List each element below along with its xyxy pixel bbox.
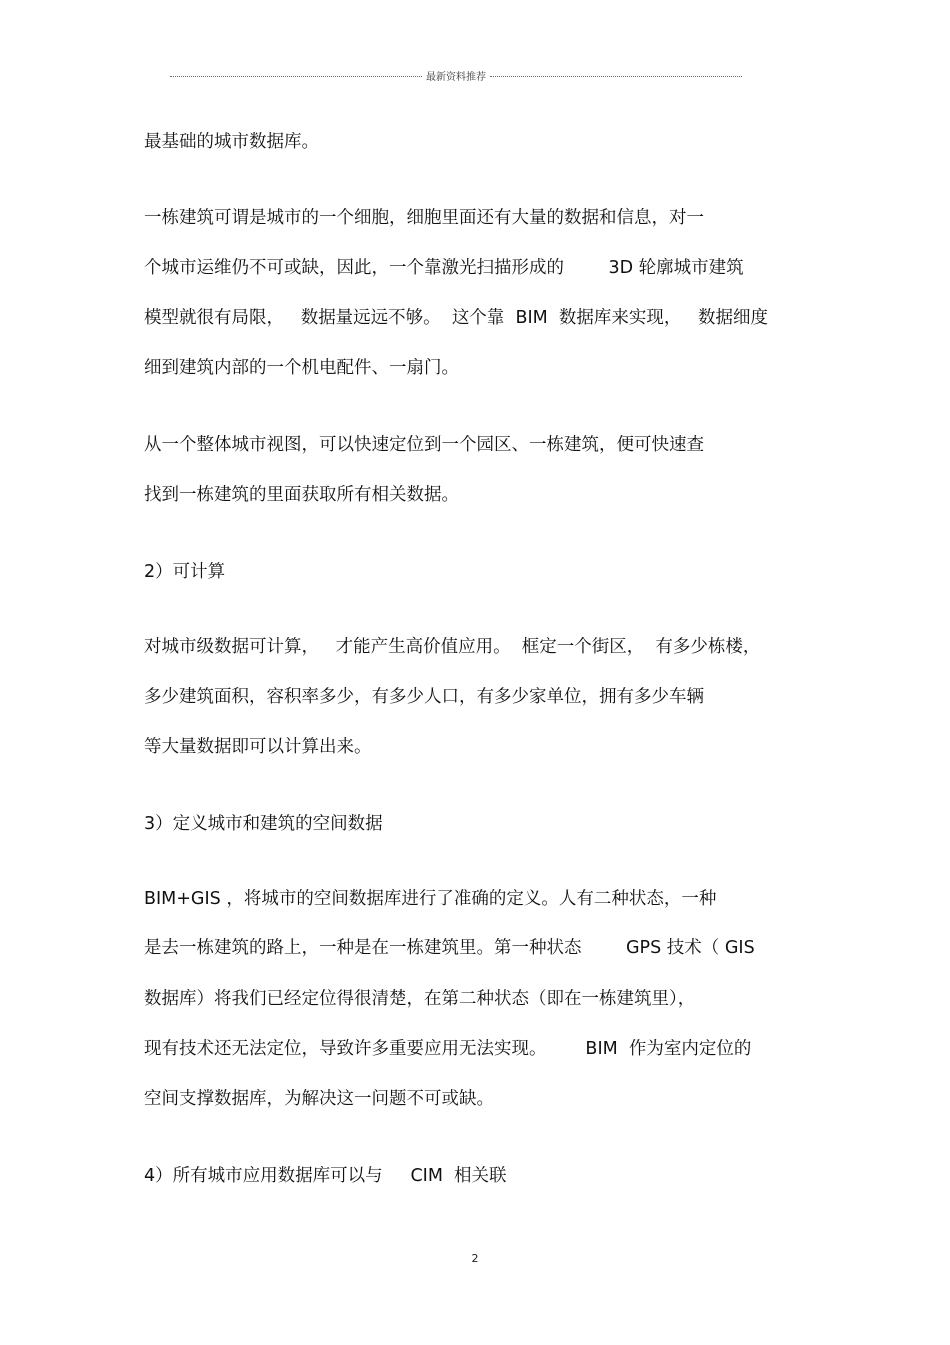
header-title: 最新资料推荐 xyxy=(426,71,486,83)
text-line: 空间支撑数据库，为解决这一问题不可或缺。 xyxy=(144,1089,494,1109)
text-line: 多少建筑面积，容积率多少，有多少人口，有多少家单位，拥有多少车辆 xyxy=(144,687,704,707)
text-line: 细到建筑内部的一个机电配件、一扇门。 xyxy=(144,358,459,378)
text-line: 一栋建筑可谓是城市的一个细胞，细胞里面还有大量的数据和信息，对一 xyxy=(144,208,704,228)
section-heading: 4）所有城市应用数据库可以与 CIM 相关联 xyxy=(144,1166,507,1186)
text-line: 最基础的城市数据库。 xyxy=(144,132,319,152)
text-line: 数据库）将我们已经定位得很清楚，在第二种状态（即在一栋建筑里）， xyxy=(144,989,696,1009)
section-heading: 2）可计算 xyxy=(144,562,226,582)
text-line: 找到一栋建筑的里面获取所有相关数据。 xyxy=(144,485,459,505)
text-line: 对城市级数据可计算， 才能产生高价值应用。 框定一个街区， 有多少栋楼， xyxy=(144,637,761,657)
text-line: BIM+GIS ，将城市的空间数据库进行了准确的定义。人有二种状态，一种 xyxy=(144,889,717,909)
header-dotted-rule-right xyxy=(490,76,742,77)
page-number: 2 xyxy=(471,1252,479,1265)
header-dotted-rule-left xyxy=(170,76,422,77)
text-line: 个城市运维仍不可或缺，因此，一个靠激光扫描形成的 3D 轮廓城市建筑 xyxy=(144,258,744,278)
page-header xyxy=(170,66,742,84)
text-line: 模型就很有局限， 数据量远远不够。 这个靠 BIM 数据库来实现， 数据细度 xyxy=(144,308,769,328)
text-line: 是去一栋建筑的路上，一种是在一栋建筑里。第一种状态 GPS 技术（ GIS xyxy=(144,938,755,958)
text-line: 现有技术还无法定位，导致许多重要应用无法实现。 BIM 作为室内定位的 xyxy=(144,1039,752,1059)
text-line: 等大量数据即可以计算出来。 xyxy=(144,737,372,757)
section-heading: 3）定义城市和建筑的空间数据 xyxy=(144,814,383,834)
text-line: 从一个整体城市视图，可以快速定位到一个园区、一栋建筑，便可快速查 xyxy=(144,435,704,455)
